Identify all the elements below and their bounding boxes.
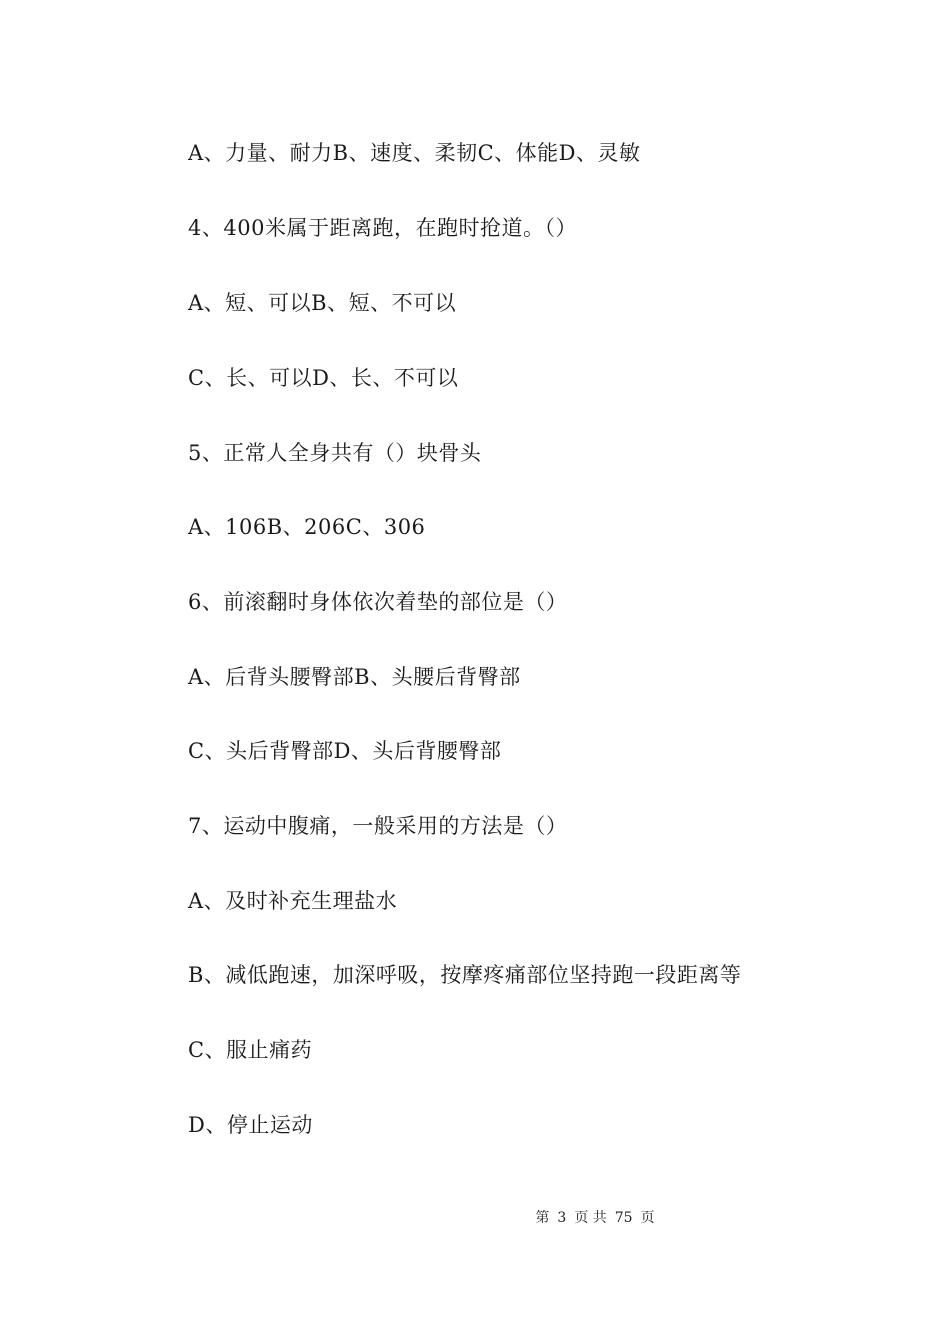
footer-current-page: 3 [557, 1210, 567, 1226]
option-line-q4-cd: C、长、可以D、长、不可以 [188, 366, 459, 390]
question-5: 5、正常人全身共有（）块骨头 [188, 441, 482, 465]
option-line-q3: A、力量、耐力B、速度、柔韧C、体能D、灵敏 [188, 141, 641, 165]
option-line-q6-ab: A、后背头腰臀部B、头腰后背臀部 [188, 665, 521, 689]
question-7: 7、运动中腹痛，一般采用的方法是（） [188, 814, 568, 838]
option-line-q4-ab: A、短、可以B、短、不可以 [188, 291, 457, 315]
option-line-q6-cd: C、头后背臀部D、头后背腰臀部 [188, 739, 502, 763]
footer-middle: 页 共 [574, 1210, 607, 1226]
option-line-q5: A、106B、206C、306 [188, 515, 426, 539]
option-q7-d: D、停止运动 [188, 1113, 313, 1137]
option-q7-c: C、服止痛药 [188, 1038, 313, 1062]
page-footer [0, 1208, 950, 1228]
question-6: 6、前滚翻时身体依次着垫的部位是（） [188, 590, 568, 614]
footer-suffix: 页 [640, 1210, 655, 1226]
footer-total-pages: 75 [614, 1210, 633, 1226]
footer-prefix: 第 [535, 1210, 550, 1226]
option-q7-a: A、及时补充生理盐水 [188, 889, 398, 913]
question-4: 4、400米属于距离跑，在跑时抢道。（） [188, 216, 577, 240]
option-q7-b: B、减低跑速，加深呼吸，按摩疼痛部位坚持跑一段距离等 [188, 963, 742, 987]
